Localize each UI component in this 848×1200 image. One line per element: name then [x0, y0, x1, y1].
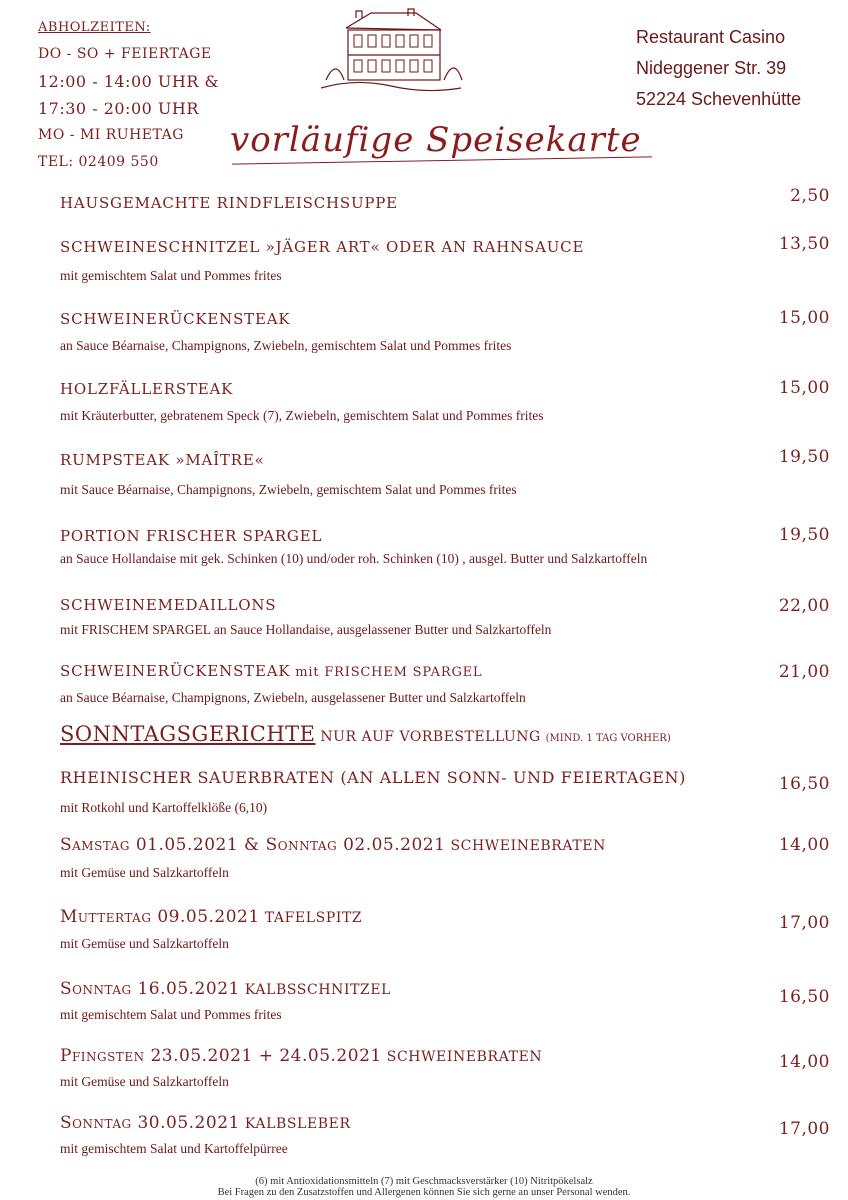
item-name: RUMPSTEAK »MAÎTRE« — [60, 451, 265, 469]
special-date: Sonntag 30.05.2021 — [60, 1113, 240, 1133]
special-name — [60, 768, 830, 788]
restaurant-name: Restaurant Casino — [636, 27, 786, 47]
menu-item — [60, 186, 830, 212]
item-name-main: SCHWEINERÜCKENSTEAK — [60, 662, 291, 680]
additives-footer — [0, 1176, 848, 1198]
menu-item — [60, 447, 830, 497]
special-item — [60, 768, 830, 815]
item-description: an Sauce Béarnaise, Champignons, Zwiebeln, ausgelassener Butter und Salzkartoffeln — [60, 690, 526, 705]
special-price: 14,00 — [778, 835, 830, 855]
item-price: 15,00 — [778, 378, 830, 398]
menu-item — [60, 308, 830, 353]
special-date: Sonntag 16.05.2021 — [60, 979, 240, 999]
special-name — [60, 979, 830, 999]
item-price: 21,00 — [778, 662, 830, 682]
item-description: mit gemischtem Salat und Pommes frites — [60, 268, 282, 283]
special-item — [60, 979, 830, 1022]
special-dish: TAFELSPITZ — [259, 910, 363, 926]
special-description: mit Gemüse und Salzkartoffeln — [60, 865, 229, 880]
special-date: Pfingsten 23.05.2021 + 24.05.2021 — [60, 1046, 382, 1066]
special-dish: KALBSLEBER — [239, 1116, 351, 1132]
menu-item — [60, 525, 830, 566]
special-dish: SCHWEINEBRATEN — [381, 1049, 543, 1065]
menu-item — [60, 596, 830, 637]
special-description: mit Rotkohl und Kartoffelklöße (6,10) — [60, 800, 268, 815]
preorder-small-note: (MIND. 1 TAG VORHER) — [545, 733, 671, 744]
additives-legend: (6) mit Antioxidationsmitteln (7) mit Geschmacksverstärker (10) Nitritpökelsalz — [255, 1176, 593, 1187]
item-price: 13,50 — [778, 234, 830, 254]
special-item — [60, 1046, 830, 1089]
phone-number: TEL: 02409 550 — [38, 154, 159, 170]
item-description: an Sauce Béarnaise, Champignons, Zwiebeln, gemischtem Salat und Pommes frites — [60, 338, 512, 353]
item-description: an Sauce Hollandaise mit gek. Schinken (10) und/oder roh. Schinken (10) , ausgel. Butter und Salzkartoffeln — [60, 551, 648, 566]
item-description: mit FRISCHEM SPARGEL an Sauce Hollandaise, ausgelassener Butter und Salzkartoffeln — [60, 622, 552, 637]
special-name — [60, 1113, 830, 1133]
item-price: 19,50 — [778, 525, 830, 545]
special-price: 16,50 — [778, 987, 830, 1007]
closed-days: MO - MI RUHETAG — [38, 127, 184, 143]
special-dish: RHEINISCHER SAUERBRATEN (AN ALLEN SONN- UND FEIERTAGEN) — [60, 768, 686, 787]
restaurant-building-logo — [316, 8, 466, 98]
city: 52224 Schevenhütte — [636, 89, 802, 109]
menu-item — [60, 234, 830, 283]
special-date: Samstag 01.05.2021 & Sonntag 02.05.2021 — [60, 835, 446, 855]
special-dish: KALBSSCHNITZEL — [239, 982, 392, 998]
pickup-time-evening: 17:30 - 20:00 UHR — [38, 99, 199, 118]
item-name: SCHWEINESCHNITZEL »JÄGER ART« ODER AN RAHNSAUCE — [60, 238, 585, 256]
special-item — [60, 835, 830, 880]
street: Nideggener Str. 39 — [636, 58, 787, 78]
item-name — [60, 662, 830, 680]
pickup-days: DO - SO + FEIERTAGE — [38, 46, 212, 62]
pickup-time-midday: 12:00 - 14:00 UHR & — [38, 72, 220, 91]
special-name — [60, 907, 830, 927]
special-description: mit Gemüse und Salzkartoffeln — [60, 1074, 229, 1089]
allergen-note: Bei Fragen zu den Zusatzstoffen und Allergenen können Sie sich gerne an unser Personal wenden. — [217, 1187, 631, 1198]
special-item — [60, 1113, 830, 1156]
item-price: 22,00 — [778, 596, 830, 616]
sunday-dishes-title: SONNTAGSGERICHTE — [60, 722, 316, 746]
pickup-times — [38, 14, 219, 176]
special-price: 16,50 — [778, 774, 830, 794]
special-price: 14,00 — [778, 1052, 830, 1072]
item-price: 15,00 — [778, 308, 830, 328]
menu-item — [60, 378, 830, 423]
special-dish: SCHWEINEBRATEN — [445, 838, 606, 854]
special-price: 17,00 — [778, 1119, 830, 1139]
pickup-times-title: ABHOLZEITEN: — [38, 20, 151, 35]
special-date: Muttertag 09.05.2021 — [60, 907, 260, 927]
special-description: mit gemischtem Salat und Kartoffelpürree — [60, 1141, 288, 1156]
item-name-suffix: mit FRISCHEM SPARGEL — [290, 665, 483, 680]
special-description: mit gemischtem Salat und Pommes frites — [60, 1007, 282, 1022]
item-name: SCHWEINERÜCKENSTEAK — [60, 310, 291, 328]
special-name — [60, 835, 830, 855]
menu-heading: vorläufige Speisekarte — [230, 120, 642, 160]
item-name: SCHWEINEMEDAILLONS — [60, 596, 277, 614]
item-description: mit Kräuterbutter, gebratenem Speck (7), Zwiebeln, gemischtem Salat und Pommes frites — [60, 408, 544, 423]
preorder-note: NUR AUF VORBESTELLUNG — [315, 729, 546, 745]
menu-item — [60, 662, 830, 705]
item-description: mit Sauce Béarnaise, Champignons, Zwiebeln, gemischtem Salat und Pommes frites — [60, 482, 517, 497]
special-description: mit Gemüse und Salzkartoffeln — [60, 936, 229, 951]
sunday-dishes-heading — [60, 722, 671, 746]
special-item — [60, 907, 830, 951]
item-price: 19,50 — [778, 447, 830, 467]
restaurant-address — [636, 22, 801, 115]
item-name: PORTION FRISCHER SPARGEL — [60, 527, 323, 545]
special-price: 17,00 — [778, 913, 830, 933]
item-name: HOLZFÄLLERSTEAK — [60, 380, 234, 398]
item-price: 2,50 — [790, 186, 830, 206]
special-name — [60, 1046, 830, 1066]
item-name: HAUSGEMACHTE RINDFLEISCHSUPPE — [60, 194, 398, 212]
